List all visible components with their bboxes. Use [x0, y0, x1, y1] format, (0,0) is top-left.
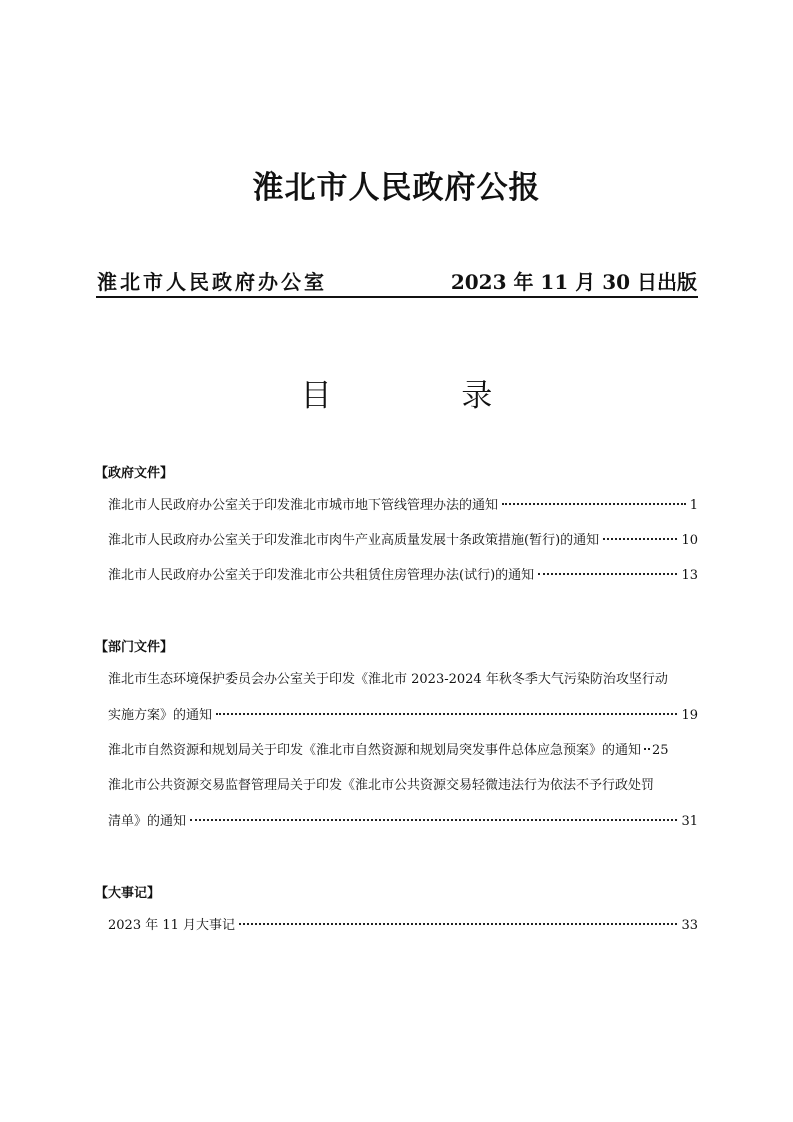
- toc-entry-page: 10: [681, 533, 698, 548]
- toc-entry[interactable]: [108, 706, 698, 726]
- toc-entry-text: 清单》的通知: [108, 814, 187, 829]
- toc-entry[interactable]: [108, 741, 698, 761]
- toc-entry[interactable]: [108, 916, 698, 936]
- toc-entry-page: 33: [681, 918, 698, 933]
- toc-entry-text: 实施方案》的通知: [108, 708, 213, 723]
- toc-entry-page: 31: [681, 814, 698, 829]
- toc-title: 目 录: [300, 378, 553, 414]
- toc-entry[interactable]: [108, 566, 698, 586]
- toc-entry[interactable]: [108, 812, 698, 832]
- section-heading-government: 【政府文件】: [95, 466, 174, 481]
- publish-date: 2023 年 11 月 30 日出版: [450, 270, 697, 294]
- toc-entry-text: 淮北市人民政府办公室关于印发淮北市公共租赁住房管理办法(试行)的通知: [108, 568, 535, 583]
- dot-leader: [644, 748, 650, 750]
- toc-entry-page: 13: [681, 568, 698, 583]
- toc-entry-line1[interactable]: [108, 670, 698, 690]
- toc-entry-text: 2023 年 11 月大事记: [108, 918, 236, 933]
- dot-leader: [239, 923, 677, 925]
- dot-leader: [603, 538, 677, 540]
- toc-entry-page: 25: [652, 743, 669, 758]
- dot-leader: [502, 503, 686, 505]
- toc-entry-text: 淮北市人民政府办公室关于印发淮北市肉牛产业高质量发展十条政策措施(暂行)的通知: [108, 533, 600, 548]
- toc-entry-text: 淮北市自然资源和规划局关于印发《淮北市自然资源和规划局突发事件总体应急预案》的通知: [108, 743, 642, 758]
- section-heading-events: 【大事记】: [95, 886, 161, 901]
- toc-entry-line1[interactable]: [108, 776, 698, 796]
- issuer: 淮北市人民政府办公室: [97, 270, 327, 294]
- toc-entry-text: 淮北市生态环境保护委员会办公室关于印发《淮北市 2023-2024 年秋冬季大气污染防治攻坚行动: [108, 672, 668, 687]
- dot-leader: [538, 573, 677, 575]
- section-heading-department: 【部门文件】: [95, 640, 174, 655]
- toc-entry-text: 淮北市公共资源交易监督管理局关于印发《淮北市公共资源交易轻微违法行为依法不予行政处罚: [108, 778, 655, 793]
- toc-entry[interactable]: [108, 531, 698, 551]
- toc-entry-page: 1: [689, 498, 698, 513]
- masthead: [97, 266, 697, 296]
- toc-entry-page: 19: [681, 708, 698, 723]
- toc-entry-text: 淮北市人民政府办公室关于印发淮北市城市地下管线管理办法的通知: [108, 498, 499, 513]
- journal-title: 淮北市人民政府公报: [252, 170, 541, 206]
- dot-leader: [216, 713, 677, 715]
- dot-leader: [190, 819, 677, 821]
- masthead-rule: [96, 296, 698, 298]
- toc-entry[interactable]: [108, 496, 698, 516]
